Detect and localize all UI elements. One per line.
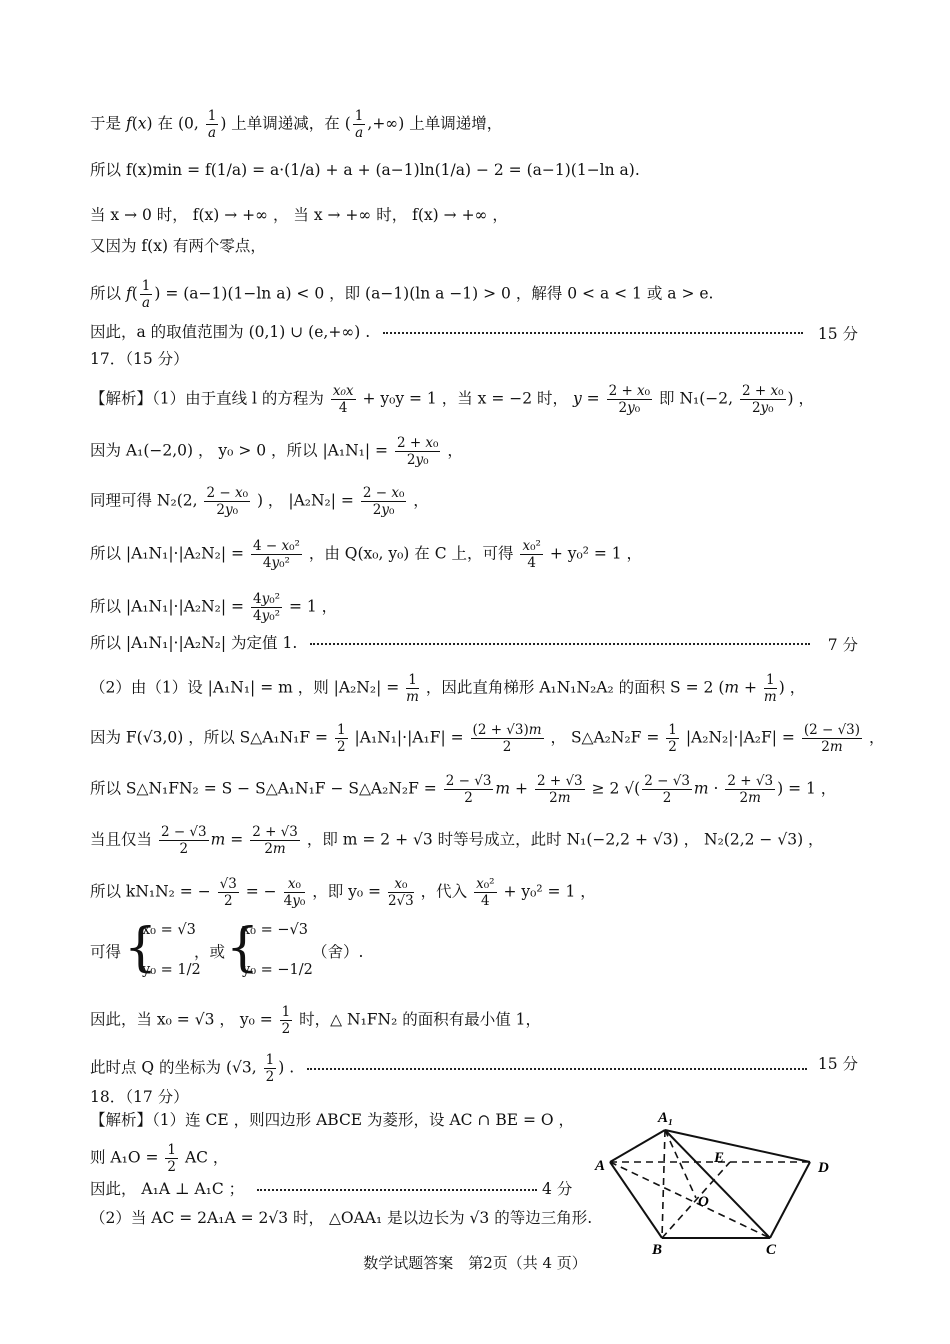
dotted-leader: [383, 332, 803, 334]
line-15: 因为 F(√3,0) ，所以 S△A₁N₁F = $\frac{1}{2}$ |A₁N₁|·|A₁F| = $\frac{(2 + √3)m}{2}$ ， S△A₂N₂F = $\frac{1}{2}$ |A₂N₂|·|A₂F| = $\frac{(2 - √3)}{2m}$ ，: [90, 722, 885, 755]
line-18: 所以 kN₁N₂ = − $\frac{√3}{2}$ = − $\frac{\text{x₀}}{\text{4y₀}}$ ，即 y₀ = $\frac{\text{x₀}}{2√3}$ ，代入 $\frac{\text{x₀²}}{4}$ + y₀² = 1 ，: [90, 876, 596, 909]
dotted-leader: [310, 643, 810, 645]
score-7: 7 分: [827, 636, 858, 654]
line-12: 所以 |A₁N₁|·|A₂N₂| = $\frac{\text{4y₀²}}{\text{4y₀²}}$ = 1 ，: [90, 591, 338, 624]
page-footer: 数学试题答案 第2页（共 4 页）: [363, 1254, 587, 1272]
line-16: 所以 S△N₁FN₂ = S − S△A₁N₁F − S△A₂N₂F = $\frac{2 - √3}{2}$ m + $\frac{2 + √3}{2m}$ ≥ 2 √( $\frac{2 - √3}{2}$ m · $\frac{2 + √3}{2m}$ ) = 1 ，: [90, 773, 837, 806]
label-O: O: [698, 1194, 709, 1210]
line-9: 因为 A₁(−2,0) ， y₀ > 0 ，所以 |A₁N₁| = $\frac{\text{2 + x₀}}{\text{2y₀}}$ ，: [90, 435, 463, 468]
label-B: B: [652, 1242, 663, 1258]
line-20: 因此，当 x₀ = √3 ， y₀ = $\frac{1}{2}$ 时，△ N₁FN₂ 的面积有最小值 1，: [90, 1004, 542, 1037]
line-22: 18．（17 分）: [90, 1088, 189, 1106]
label-E: E: [714, 1150, 725, 1166]
line-26: （2）当 AC = 2A₁A = 2√3 时， △OAA₁ 是以边长为 √3 的等边三角形.: [90, 1209, 593, 1227]
line-21: 此时点 Q 的坐标为 (√3, $\frac{1}{2}$ ) .: [90, 1052, 807, 1085]
dotted-leader: [307, 1068, 807, 1070]
line-4: 又因为 f(x) 有两个零点，: [90, 237, 266, 255]
line-13: 所以 |A₁N₁|·|A₂N₂| 为定值 1.: [90, 633, 810, 653]
line-1: 于是 f(x) 在 (0, $\frac{1}{a}$ ) 上单调递减，在 ( $\frac{1}{a}$ ,+∞) 上单调递增，: [90, 108, 503, 141]
line-3: 当 x → 0 时， f(x) → +∞ ， 当 x → +∞ 时， f(x) → +∞ ，: [90, 206, 508, 224]
line-14: （2）由（1）设 |A₁N₁| = m ，则 |A₂N₂| = $\frac{1}{m}$ ，因此直角梯形 A₁N₁N₂A₂ 的面积 S = 2 (m + $\frac{1}{m}$ ) ，: [90, 672, 806, 705]
line-5: 所以 f( $\frac{1}{a}$ ) = (a−1)(1−ln a) < 0 ，即 (a−1)(ln a −1) > 0 ，解得 0 < a < 1 或 a > e.: [90, 278, 714, 311]
label-C: C: [766, 1242, 777, 1258]
score-15-a: 15 分: [817, 325, 858, 343]
min-formula: f(x)min = f(1/a) = a·(1/a) + a + (a−1)ln(1/a) − 2 = (a−1)(1−ln a).: [125, 161, 640, 179]
line-17: 当且仅当 $\frac{2 - √3}{2}$ m = $\frac{2 + √3}{2m}$ ，即 m = 2 + √3 时等号成立，此时 N₁(−2,2 + √3) ， N₂(2,2 − √3) ，: [90, 824, 824, 857]
line-2: 所以 f(x)min = f(1/a) = a·(1/a) + a + (a−1)ln(1/a) − 2 = (a−1)(1−ln a).: [90, 161, 640, 179]
line-11: 所以 |A₁N₁|·|A₂N₂| = $\frac{\text{4 − x₀²}}{\text{4y₀²}}$ ，由 Q(x₀, y₀) 在 C 上，可得 $\frac{\text{x₀²}}{4}$ + y₀² = 1 ，: [90, 538, 643, 571]
label-A1: A₁: [658, 1110, 674, 1126]
line-7: 17．（15 分）: [90, 350, 189, 368]
line-10: 同理可得 N₂(2, $\frac{\text{2 − x₀}}{\text{2y₀}}$ ) ， |A₂N₂| = $\frac{\text{2 − x₀}}{\text{2y₀}}$ ，: [90, 485, 429, 518]
dotted-leader: [257, 1189, 537, 1191]
score-15-b: 15 分: [817, 1055, 858, 1073]
line-8: 【解析】（1）由于直线 l 的方程为 $\frac{\text{x₀x}}{4}$ + y₀y = 1 ，当 x = −2 时， y = $\frac{\text{2 + x₀}}{\text{2y₀}}$ 即 N₁(−2, $\frac{\text{2 + x₀}}{\text{2y₀}}$ ) ，: [90, 383, 815, 416]
line-23: 【解析】（1）连 CE ，则四边形 ABCE 为菱形，设 AC ∩ BE = O ，: [90, 1111, 575, 1129]
geometry-figure: [590, 1100, 850, 1260]
label-A: A: [595, 1158, 606, 1174]
line-24: 则 A₁O = $\frac{1}{2}$ AC ，: [90, 1142, 229, 1175]
line-6: 因此，a 的取值范围为 (0,1) ∪ (e,+∞) .: [90, 322, 803, 342]
line-25: 因此， A₁A ⊥ A₁C ； 4 分: [90, 1180, 573, 1198]
label-D: D: [818, 1160, 829, 1176]
